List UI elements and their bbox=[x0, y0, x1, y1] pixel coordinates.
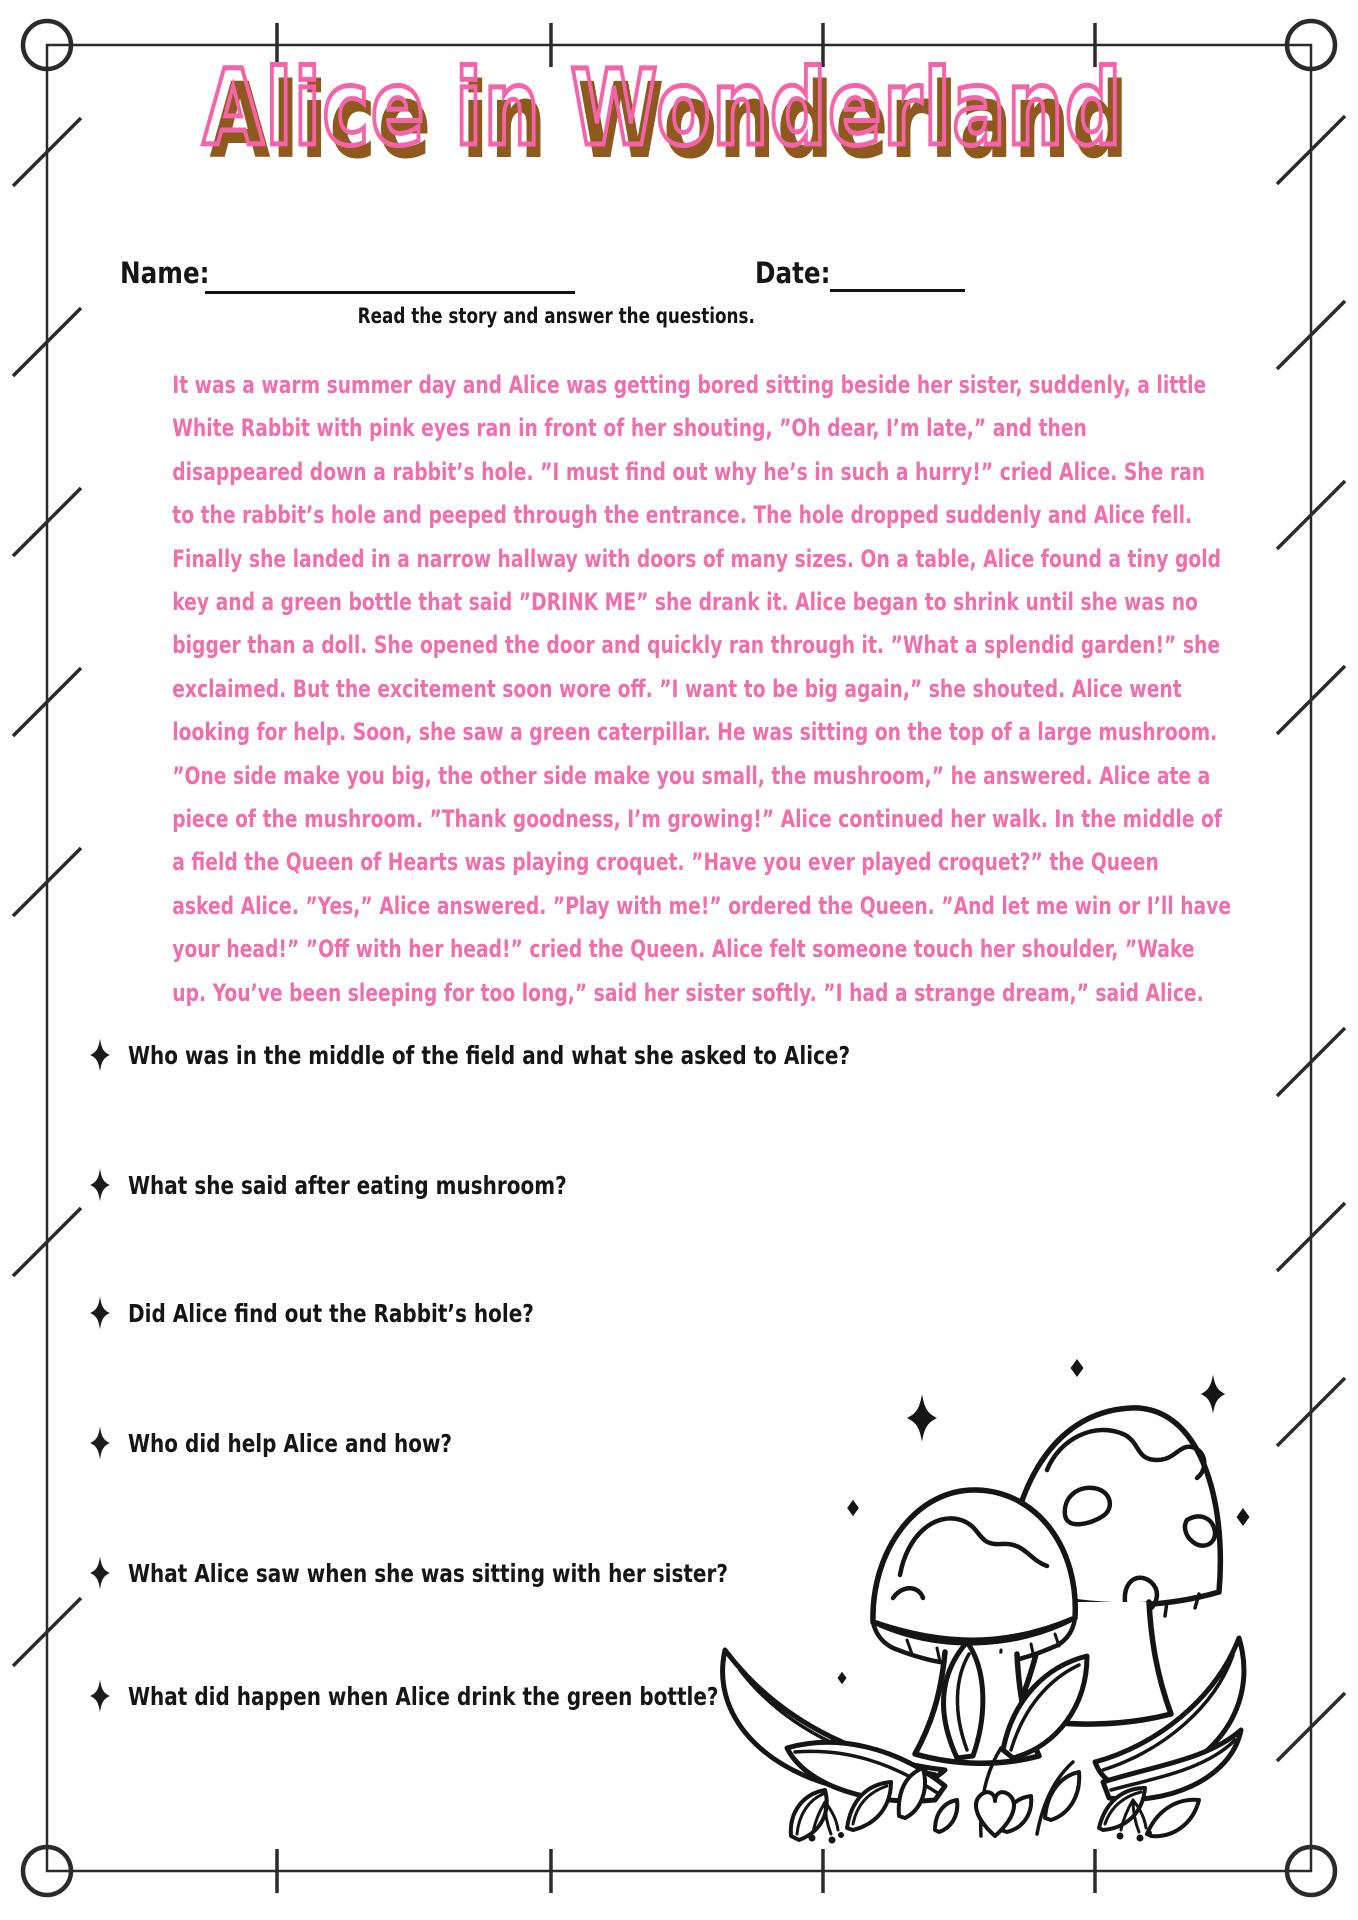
date-input-line[interactable] bbox=[830, 289, 965, 292]
slash-mark bbox=[13, 1598, 81, 1666]
question-text: What did happen when Alice drink the green bottle? bbox=[128, 1681, 719, 1711]
story-line: looking for help. Soon, she saw a green caterpillar. He was sitting on the top of a large mushroom. bbox=[172, 718, 1218, 747]
slash-mark bbox=[1277, 1203, 1345, 1271]
corner-circle bbox=[23, 1847, 71, 1895]
question-text: Who was in the middle of the field and what she asked to Alice? bbox=[128, 1040, 851, 1070]
instruction-wrap bbox=[64, 304, 1048, 328]
question-item bbox=[88, 1294, 635, 1332]
story-line: ”One side make you big, the other side make you small, the mushroom,” he answered. Alice ate a bbox=[172, 761, 1211, 790]
sparkle-icon bbox=[907, 1394, 937, 1442]
slash-mark bbox=[13, 1208, 81, 1276]
name-input-line[interactable] bbox=[205, 291, 575, 294]
corner-circle bbox=[1287, 21, 1335, 69]
name-label: Name: bbox=[120, 256, 210, 290]
story-line: piece of the mushroom. ”Thank goodness, I’m growing!” Alice continued her walk. In the middle of bbox=[172, 805, 1223, 834]
four-point-star-icon bbox=[88, 1554, 112, 1592]
story-line: bigger than a doll. She opened the door and quickly ran through it. ”What a splendid garden!” she bbox=[172, 631, 1221, 660]
slash-mark bbox=[1277, 1378, 1345, 1446]
four-point-star-icon bbox=[88, 1294, 112, 1332]
diamond-icon bbox=[1071, 1359, 1084, 1377]
story-text bbox=[64, 364, 1232, 1015]
mushrooms-line-art bbox=[695, 1350, 1255, 1850]
question-text: What Alice saw when she was sitting with her sister? bbox=[128, 1558, 728, 1588]
story-line: your head!” ”Off with her head!” cried the Queen. Alice felt someone touch her shoulder, ”Wake bbox=[172, 935, 1195, 964]
slash-mark bbox=[1277, 301, 1345, 369]
question-item bbox=[88, 1166, 676, 1204]
four-point-star-icon bbox=[88, 1036, 112, 1074]
question-item bbox=[88, 1424, 533, 1462]
page-title: Alice in Wonderland Alice in Wonderland bbox=[209, 56, 1129, 186]
diamond-icon bbox=[837, 1672, 846, 1685]
story-line: up. You’ve been sleeping for too long,” said her sister softly. ”I had a strange dream,” said Alice. bbox=[172, 978, 1204, 1007]
title-wrap bbox=[64, 56, 1130, 186]
story-line: asked Alice. ”Yes,” Alice answered. ”Play with me!” ordered the Queen. ”And let me win or I’ll have bbox=[172, 891, 1232, 920]
four-point-star-icon bbox=[88, 1424, 112, 1462]
story-line: exclaimed. But the excitement soon wore off. ”I want to be big again,” she shouted. Alice went bbox=[172, 674, 1182, 703]
slash-mark bbox=[1277, 1693, 1345, 1761]
story-line: Finally she landed in a narrow hallway with doors of many sizes. On a table, Alice found a tiny gold bbox=[172, 544, 1222, 573]
date-label: Date: bbox=[755, 256, 831, 290]
story-line: White Rabbit with pink eyes ran in front of her shouting, ”Oh dear, I’m late,” and then bbox=[172, 414, 1087, 443]
story-line: to the rabbit’s hole and peeped through the entrance. The hole dropped suddenly and Alice fell. bbox=[172, 501, 1193, 530]
sparkle-icon bbox=[1201, 1374, 1226, 1413]
instruction-text: Read the story and answer the questions. bbox=[357, 304, 755, 328]
story-line: disappeared down a rabbit’s hole. ”I must find out why he’s in such a hurry!” cried Alice. She ran bbox=[172, 457, 1206, 486]
story-line: key and a green bottle that said ”DRINK ME” she drank it. Alice began to shrink until she was no bbox=[172, 588, 1198, 617]
slash-mark bbox=[1277, 116, 1345, 184]
four-point-star-icon bbox=[88, 1166, 112, 1204]
story-line: It was a warm summer day and Alice was getting bored sitting beside her sister, suddenly, a little bbox=[172, 371, 1207, 399]
diamond-icon bbox=[847, 1500, 859, 1516]
question-text: Who did help Alice and how? bbox=[128, 1428, 453, 1458]
story-line: a field the Queen of Hearts was playing croquet. ”Have you ever played croquet?” the Queen bbox=[172, 848, 1159, 877]
slash-mark bbox=[1277, 481, 1345, 549]
diamond-icon bbox=[1237, 1508, 1250, 1526]
four-point-star-icon bbox=[88, 1677, 112, 1715]
question-text: What she said after eating mushroom? bbox=[128, 1170, 567, 1200]
slash-mark bbox=[1277, 1028, 1345, 1096]
corner-circle bbox=[1287, 1847, 1335, 1895]
slash-mark bbox=[1277, 666, 1345, 734]
question-text: Did Alice find out the Rabbit’s hole? bbox=[128, 1298, 534, 1328]
question-item bbox=[88, 1036, 1031, 1074]
